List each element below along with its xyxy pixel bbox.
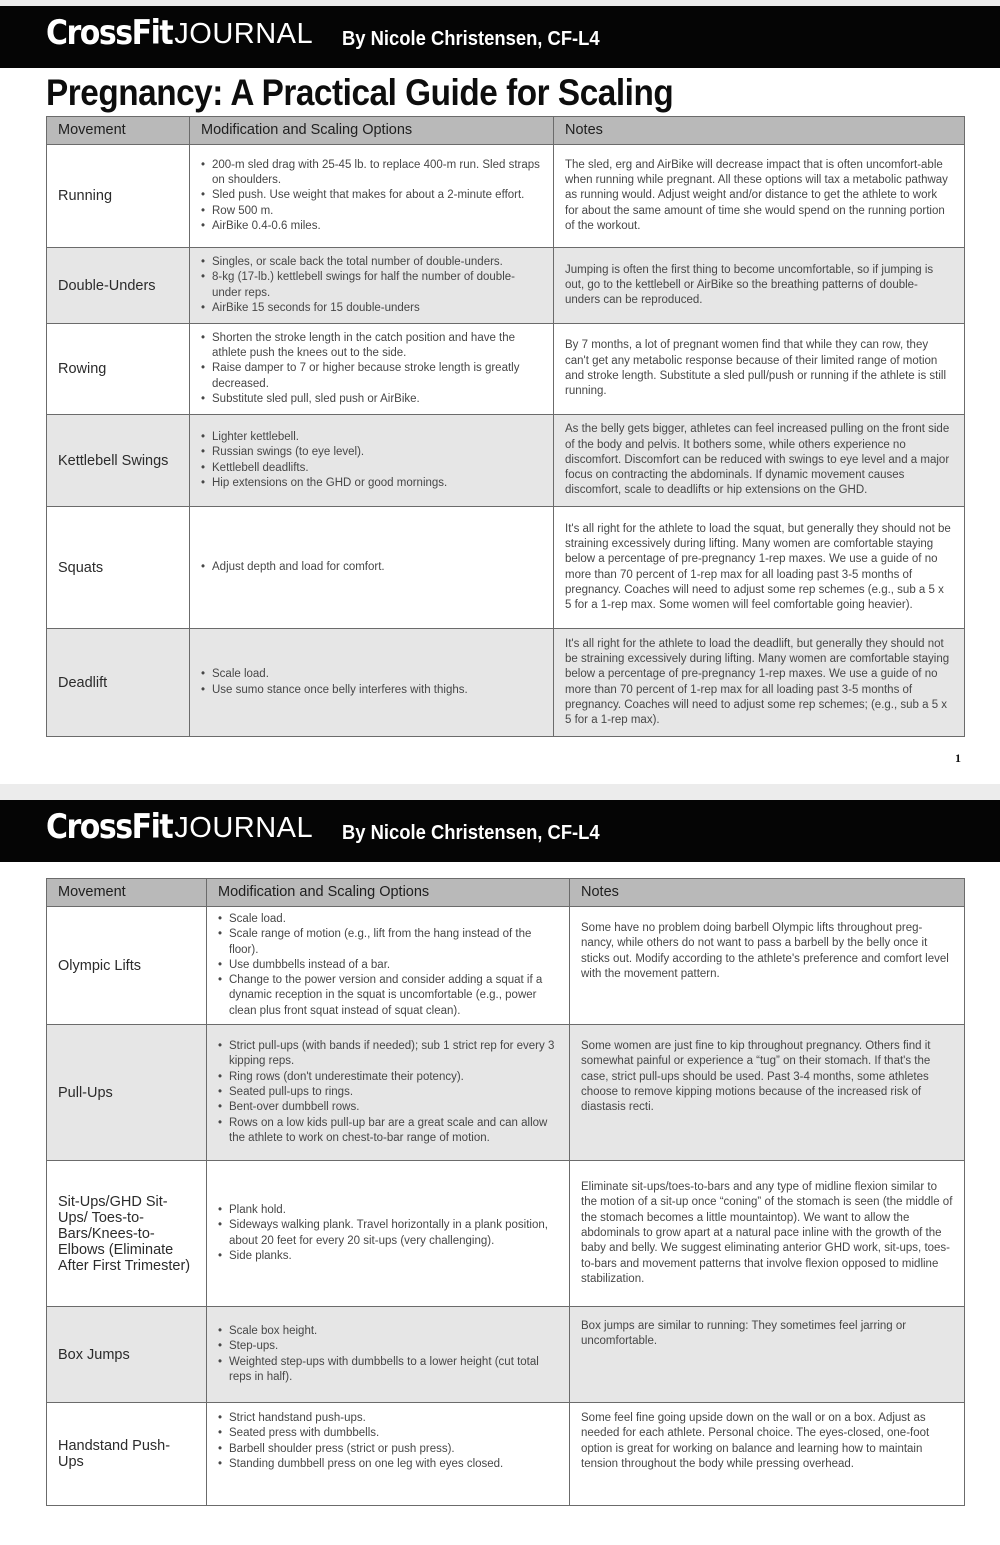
- crossfit-journal-logo: CrossFit JOURNAL: [46, 13, 314, 54]
- option-item: • Scale load.: [201, 667, 542, 682]
- options-cell: [190, 248, 554, 324]
- option-item: • Ring rows (don't underestimate their potency).: [218, 1070, 558, 1085]
- option-item: • Barbell shoulder press (strict or push press).: [218, 1442, 558, 1457]
- options-cell: [190, 629, 554, 737]
- table-row: [47, 907, 965, 1025]
- option-item: • Raise damper to 7 or higher because stroke length is greatly decreased.: [201, 361, 542, 392]
- movement-cell: Sit-Ups/GHD Sit-Ups/ Toes-to-Bars/Knees-to-Elbows (Eliminate After First Trimester): [47, 1161, 207, 1307]
- option-item: • 200-m sled drag with 25-45 lb. to replace 400-m run. Sled straps on shoulders.: [201, 158, 542, 189]
- notes-cell: Jumping is often the first thing to become uncomfortable, so if jumping is out, go to the kettlebell or AirBike so the breathing patterns of double-unders can be reproduced.: [554, 248, 965, 324]
- table-row: [47, 248, 965, 324]
- option-item: • Scale box height.: [218, 1324, 558, 1339]
- table-row: [47, 1161, 965, 1307]
- column-header-options: Modification and Scaling Options: [207, 879, 570, 907]
- options-cell: [207, 1307, 570, 1403]
- notes-cell: Some women are just fine to kip throughout pregnancy. Others find it somewhat painful or experience a “tug” on their stomach. If that's the case, strict pull-ups should be used. Past 3-4 months, some athletes choose to remove kipping motions because of the increased risk of diastasis recti.: [570, 1025, 965, 1161]
- option-item: • Step-ups.: [218, 1339, 558, 1354]
- option-item: • Use sumo stance once belly interferes with thighs.: [201, 683, 542, 698]
- notes-cell: Box jumps are similar to running: They sometimes feel jarring or uncomfortable.: [570, 1307, 965, 1403]
- movement-cell: Olympic Lifts: [47, 907, 207, 1025]
- options-cell: [207, 1161, 570, 1307]
- table-row: [47, 1403, 965, 1506]
- scaling-table: [46, 116, 965, 737]
- option-item: • Change to the power version and consider adding a squat if a dynamic reception in the squat is uncomfortable (e.g., power clean plus front squat instead of squat clean).: [218, 973, 558, 1019]
- scaling-table: [46, 878, 965, 1506]
- notes-cell: It's all right for the athlete to load the squat, but generally they should not be straining excessively during lifting. Many women are comfortable staying below a percentage of pre-pregnancy 1-rep maxes. We use a guide of no more than 70 percent of 1-rep max for all loading past 3-5 months of pregnancy. Coaches will need to adjust some rep schemes (e.g., sub a 5 x 5 for a 1-rep max. Some women will feel comfortable going heavier).: [554, 507, 965, 629]
- table-row: [47, 629, 965, 737]
- notes-cell: The sled, erg and AirBike will decrease impact that is often uncomfort-able when running while pregnant. All these options will tax a metabolic pathway as running would. Adjust weight and/or distance to get the athlete to work for about the same amount of time she would spend on the running portion of the workout.: [554, 145, 965, 248]
- column-header-options: Modification and Scaling Options: [190, 117, 554, 145]
- notes-cell: Some feel fine going upside down on the wall or on a box. Adjust as needed for each athlete. Personal choice. The eyes-closed, one-foot option is great for working on balance and learning how to maintain tension throughout the body while pressing overhead.: [570, 1403, 965, 1506]
- column-header-notes: Notes: [554, 117, 965, 145]
- option-item: • Sideways walking plank. Travel horizontally in a plank position, about 20 feet for every 20 sit-ups (very challenging).: [218, 1218, 558, 1249]
- notes-cell: As the belly gets bigger, athletes can feel increased pulling on the front side of the body and pelvis. It bothers some, while others experience no discomfort. Discomfort can be reduced with swings to eye level and a major focus on contracting the abdominals. If dynamic movement causes discomfort, scale to deadlifts or hip extensions on the GHD.: [554, 415, 965, 507]
- table-header-row: [47, 879, 965, 907]
- author-byline: By Nicole Christensen, CF-L4: [342, 28, 600, 50]
- table-row: [47, 1307, 965, 1403]
- option-item: • Row 500 m.: [201, 204, 542, 219]
- movement-cell: Kettlebell Swings: [47, 415, 190, 507]
- column-header-movement: Movement: [47, 879, 207, 907]
- journal-page-2: [0, 800, 1000, 1545]
- option-item: • Adjust depth and load for comfort.: [201, 560, 542, 575]
- options-cell: [190, 415, 554, 507]
- option-item: • AirBike 0.4-0.6 miles.: [201, 219, 542, 234]
- option-item: • Sled push. Use weight that makes for about a 2-minute effort.: [201, 188, 542, 203]
- options-cell: [190, 507, 554, 629]
- option-item: • Scale range of motion (e.g., lift from the hang instead of the floor).: [218, 927, 558, 958]
- option-item: • Strict pull-ups (with bands if needed); sub 1 strict rep for every 3 kipping reps.: [218, 1039, 558, 1070]
- journal-page-1: [0, 6, 1000, 784]
- notes-cell: Eliminate sit-ups/toes-to-bars and any type of midline flexion similar to the motion of a sit-up once “coning” of the stomach is seen (the middle of the stomach becomes a little mountaintop). We want to allow the abdominals to grow apart at a natural pace inline with the growth of the baby and belly. We suggest eliminating anterior GHD work, sit-ups, toes-to-bars and movement patterns that involve flexion opposed to midline stabilization.: [570, 1161, 965, 1307]
- options-cell: [207, 907, 570, 1025]
- option-item: • AirBike 15 seconds for 15 double-unders: [201, 301, 542, 316]
- option-item: • Strict handstand push-ups.: [218, 1411, 558, 1426]
- table-header-row: [47, 117, 965, 145]
- option-item: • Weighted step-ups with dumbbells to a lower height (cut total reps in half).: [218, 1355, 558, 1386]
- author-byline: By Nicole Christensen, CF-L4: [342, 822, 600, 844]
- movement-cell: Rowing: [47, 324, 190, 415]
- options-cell: [207, 1025, 570, 1161]
- notes-cell: By 7 months, a lot of pregnant women find that while they can row, they can't get any metabolic response because of their limited range of motion and stroke length. Substitute a sled pull/push or running if the athlete is still running.: [554, 324, 965, 415]
- crossfit-journal-logo: CrossFit JOURNAL: [46, 807, 314, 848]
- option-item: • Scale load.: [218, 912, 558, 927]
- option-item: • Side planks.: [218, 1249, 558, 1264]
- masthead: [0, 800, 1000, 862]
- table-row: [47, 507, 965, 629]
- column-header-notes: Notes: [570, 879, 965, 907]
- masthead: [0, 6, 1000, 68]
- option-item: • Use dumbbells instead of a bar.: [218, 958, 558, 973]
- option-item: • Standing dumbbell press on one leg with eyes closed.: [218, 1457, 558, 1472]
- option-item: • Seated pull-ups to rings.: [218, 1085, 558, 1100]
- options-cell: [190, 145, 554, 248]
- option-item: • Lighter kettlebell.: [201, 430, 542, 445]
- table-row: [47, 415, 965, 507]
- option-item: • Shorten the stroke length in the catch position and have the athlete push the knees out to the side.: [201, 331, 542, 362]
- table-row: [47, 324, 965, 415]
- page-number: 1: [955, 751, 961, 765]
- option-item: • Seated press with dumbbells.: [218, 1426, 558, 1441]
- table-row: [47, 1025, 965, 1161]
- option-item: • 8-kg (17-lb.) kettlebell swings for half the number of double-under reps.: [201, 270, 542, 301]
- option-item: • Russian swings (to eye level).: [201, 445, 542, 460]
- column-header-movement: Movement: [47, 117, 190, 145]
- option-item: • Substitute sled pull, sled push or AirBike.: [201, 392, 542, 407]
- page-title: Pregnancy: A Practical Guide for Scaling: [46, 72, 674, 113]
- option-item: • Rows on a low kids pull-up bar are a great scale and can allow the athlete to work on chest-to-bar range of motion.: [218, 1116, 558, 1147]
- movement-cell: Running: [47, 145, 190, 248]
- movement-cell: Box Jumps: [47, 1307, 207, 1403]
- option-item: • Singles, or scale back the total number of double-unders.: [201, 255, 542, 270]
- notes-cell: Some have no problem doing barbell Olympic lifts throughout preg-nancy, while others do not want to pass a barbell by the belly once it sticks out. Modify according to the athlete's preference and comfort level with the movement pattern.: [570, 907, 965, 1025]
- movement-cell: Squats: [47, 507, 190, 629]
- movement-cell: Handstand Push-Ups: [47, 1403, 207, 1506]
- movement-cell: Pull-Ups: [47, 1025, 207, 1161]
- option-item: • Plank hold.: [218, 1203, 558, 1218]
- table-row: [47, 145, 965, 248]
- notes-cell: It's all right for the athlete to load the deadlift, but generally they should not be straining excessively during lifting. Many women are comfortable staying below a percentage of pre-pregnancy 1-rep maxes. We use a guide of no more than 70 percent of 1-rep max for all loading past 3-5 months of pregnancy. Coaches will need to adjust some rep schemes; (e.g., sub a 5 x 5 for a 1-rep max).: [554, 629, 965, 737]
- option-item: • Kettlebell deadlifts.: [201, 461, 542, 476]
- option-item: • Hip extensions on the GHD or good mornings.: [201, 476, 542, 491]
- options-cell: [190, 324, 554, 415]
- option-item: • Bent-over dumbbell rows.: [218, 1100, 558, 1115]
- options-cell: [207, 1403, 570, 1506]
- movement-cell: Deadlift: [47, 629, 190, 737]
- movement-cell: Double-Unders: [47, 248, 190, 324]
